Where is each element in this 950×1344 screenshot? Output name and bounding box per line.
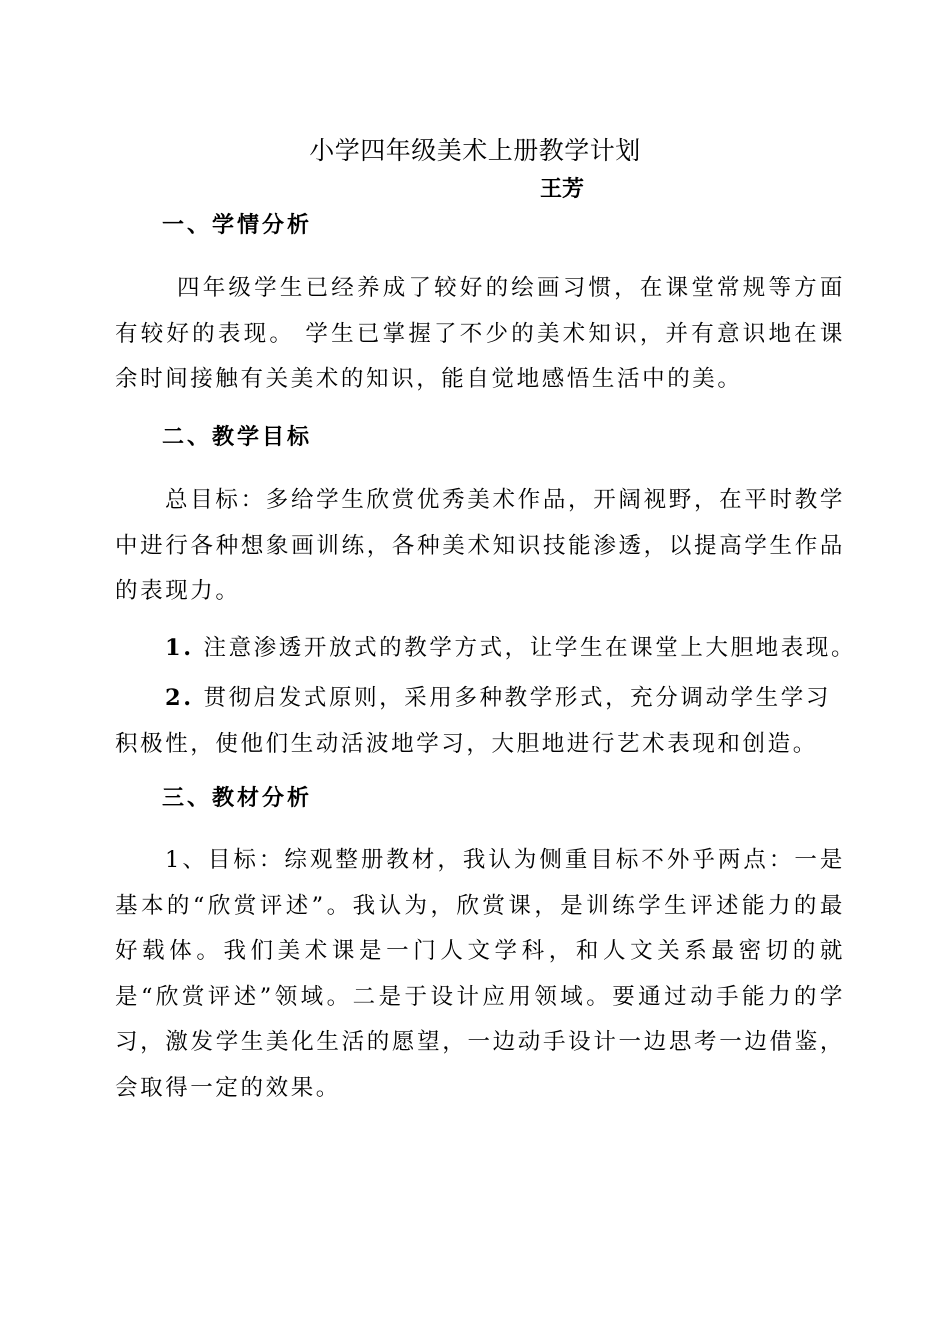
- page-title: 小学四年级美术上册教学计划: [309, 136, 641, 165]
- section-heading-2: 二、教学目标: [162, 425, 313, 450]
- section-heading-3: 三、教材分析: [162, 786, 313, 811]
- section-paragraph-3: 1、目标：综观整册教材，我认为侧重目标不外乎两点：一是基本的“欣赏评述”。我认为，欣赏课，是训练学生评述能力的最好载体。我们美术课是一门人文学科，和人文关系最密切的就是“欣赏评述”领域。二是于设计应用领域。要通过动手能力的学习，激发学生美化生活的愿望，一边动手设计一边思考一边借鉴，会取得一定的效果。: [115, 847, 845, 1101]
- list-item-number: 1.: [165, 635, 194, 661]
- section-heading-1: 一、学情分析: [162, 213, 313, 238]
- section-paragraph-1: 四年级学生已经养成了较好的绘画习惯，在课堂常规等方面有较好的表现。 学生已掌握了不少的美术知识，并有意识地在课余时间接触有关美术的知识，能自觉地感悟生活中的美。: [115, 275, 845, 392]
- author-name: 王芳: [540, 177, 585, 202]
- list-item: [115, 626, 860, 672]
- list-item: [115, 676, 845, 767]
- list-item-text: 贯彻启发式原则，采用多种教学形式，充分调动学生学习积极性，使他们生动活波地学习，大胆地进行艺术表现和创造。: [115, 685, 831, 757]
- list-item-number: 2.: [165, 685, 194, 711]
- list-item-text: 注意渗透开放式的教学方式，让学生在课堂上大胆地表现。: [203, 635, 857, 661]
- section-paragraph-2: 总目标：多给学生欣赏优秀美术作品，开阔视野，在平时教学中进行各种想象画训练，各种美术知识技能渗透，以提高学生作品的表现力。: [115, 487, 845, 604]
